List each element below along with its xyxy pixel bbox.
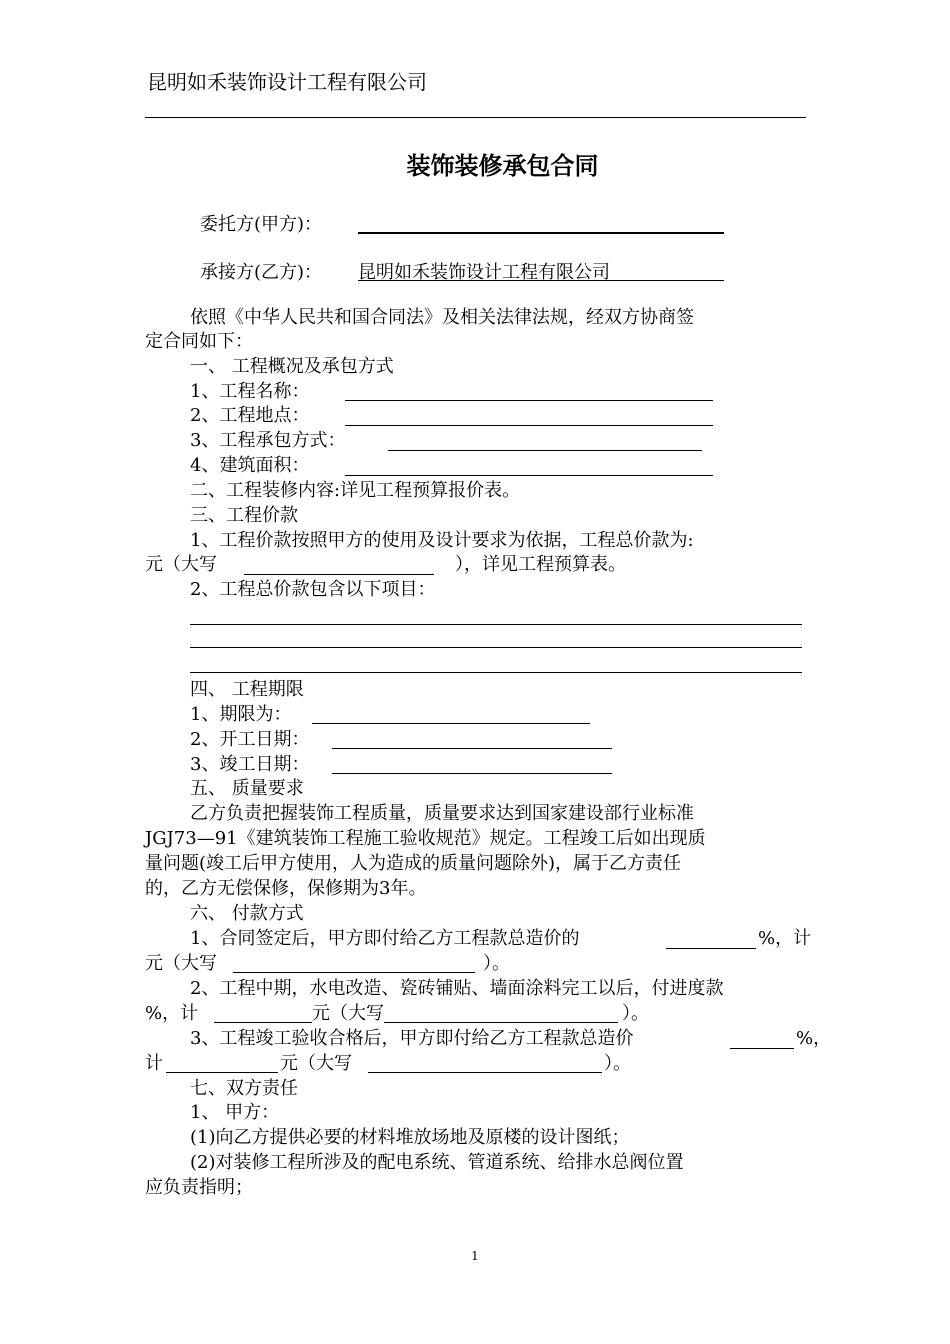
price-clause-1b-prefix: 元（大写 xyxy=(145,554,217,575)
header-company: 昆明如禾装饰设计工程有限公司 xyxy=(147,70,427,94)
price-clause-1b-suffix: ），详见工程预算表。 xyxy=(455,554,626,575)
section-6-heading: 六、 付款方式 xyxy=(190,903,304,924)
payment-3-uppercase-field xyxy=(368,1072,602,1073)
period-label: 1、期限为： xyxy=(190,704,292,725)
price-clause-2: 2、工程总价款包含以下项目： xyxy=(190,579,436,600)
quality-line-3: 量问题(竣工后甲方使用，人为造成的质量问题除外)，属于乙方责任 xyxy=(145,853,682,874)
project-name-field xyxy=(345,400,713,401)
section-1-heading: 一、 工程概况及承包方式 xyxy=(190,356,394,377)
quality-line-2: JGJ73—91《建筑装饰工程施工验收规范》规定。工程竣工后如出现质 xyxy=(145,828,706,849)
price-clause-1a: 1、工程价款按照甲方的使用及设计要求为依据，工程总价款为: xyxy=(190,530,694,551)
party-a-item-1: (1)向乙方提供必要的材料堆放场地及原楼的设计图纸； xyxy=(190,1127,630,1148)
payment-3a-suffix: %， xyxy=(796,1028,832,1049)
intro-line-2: 定合同如下： xyxy=(145,331,253,352)
party-a-label: 1、 甲方： xyxy=(190,1102,280,1123)
payment-2b-percent: %，计 xyxy=(145,1003,199,1024)
payment-1a: 1、合同签定后，甲方即付给乙方工程款总造价的 xyxy=(190,928,580,949)
price-items-line-3 xyxy=(190,672,802,673)
payment-3b-suffix: ）。 xyxy=(604,1053,631,1074)
section-5-heading: 五、 质量要求 xyxy=(190,778,304,799)
header-divider xyxy=(145,117,806,118)
start-date-field xyxy=(332,748,612,749)
client-name-field xyxy=(358,232,724,234)
building-area-label: 4、建筑面积： xyxy=(190,455,310,476)
price-items-line-2 xyxy=(190,647,802,648)
contractor-label: 承接方(乙方)： xyxy=(200,262,323,283)
payment-1a-suffix: %，计 xyxy=(758,928,812,949)
payment-1b-prefix: 元（大写 xyxy=(145,953,217,974)
party-a-item-2a: (2)对装修工程所涉及的配电系统、管道系统、给排水总阀位置 xyxy=(190,1152,684,1173)
section-2-heading: 二、工程装修内容:详见工程预算报价表。 xyxy=(190,480,521,501)
end-date-label: 3、竣工日期： xyxy=(190,754,310,775)
period-field xyxy=(312,723,590,724)
contract-mode-field xyxy=(388,450,702,451)
start-date-label: 2、开工日期： xyxy=(190,729,310,750)
contractor-name-underline xyxy=(358,280,724,281)
payment-1-uppercase-field xyxy=(233,972,475,973)
project-location-label: 2、工程地点： xyxy=(190,405,310,426)
payment-1-percent-field xyxy=(666,948,756,949)
payment-3-percent-field xyxy=(730,1048,794,1049)
payment-2b-prefix: 元（大写 xyxy=(312,1003,384,1024)
quality-line-4: 的，乙方无偿保修，保修期为3年。 xyxy=(145,878,427,899)
party-a-item-2b: 应负责指明； xyxy=(145,1177,253,1198)
client-label: 委托方(甲方)： xyxy=(200,214,323,235)
page-number: 1 xyxy=(471,1249,479,1263)
payment-3b-prefix: 计 xyxy=(145,1053,163,1074)
payment-2a: 2、工程中期，水电改造、瓷砖铺贴、墙面涂料完工以后，付进度款 xyxy=(190,978,724,999)
payment-3b-middle: 元（大写 xyxy=(280,1053,352,1074)
payment-1b-suffix: ）。 xyxy=(483,953,510,974)
quality-line-1: 乙方负责把握装饰工程质量，质量要求达到国家建设部行业标准 xyxy=(190,803,694,824)
section-4-heading: 四、 工程期限 xyxy=(190,679,304,700)
payment-3a: 3、工程竣工验收合格后，甲方即付给乙方工程款总造价 xyxy=(190,1028,634,1049)
project-location-field xyxy=(345,425,713,426)
building-area-field xyxy=(345,475,713,476)
project-name-label: 1、工程名称： xyxy=(190,381,310,402)
contract-title: 装饰装修承包合同 xyxy=(406,152,599,180)
contract-mode-label: 3、工程承包方式： xyxy=(190,430,346,451)
payment-2-uppercase-field xyxy=(384,1022,618,1023)
payment-2-amount-field xyxy=(214,1022,312,1023)
section-7-heading: 七、双方责任 xyxy=(190,1078,298,1099)
end-date-field xyxy=(332,773,612,774)
price-uppercase-field xyxy=(244,574,434,575)
section-3-heading: 三、工程价款 xyxy=(190,505,298,526)
payment-2b-suffix: ）。 xyxy=(622,1003,649,1024)
contractor-name: 昆明如禾装饰设计工程有限公司 xyxy=(358,262,610,283)
payment-3-amount-field xyxy=(166,1072,278,1073)
price-items-line-1 xyxy=(190,624,802,625)
intro-line-1: 依照《中华人民共和国合同法》及相关法律法规，经双方协商签 xyxy=(190,307,694,328)
